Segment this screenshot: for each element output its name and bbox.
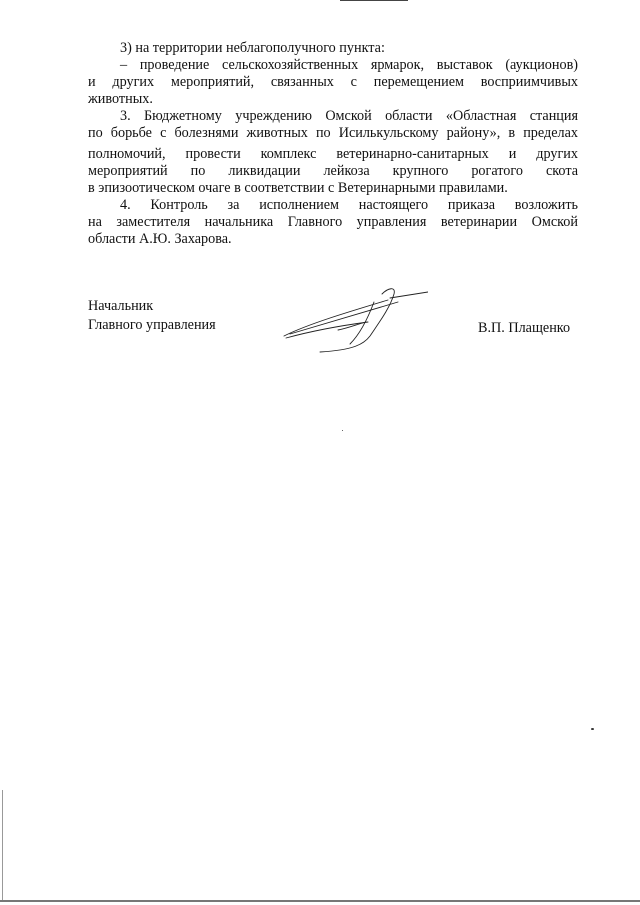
signatory-title-line-2: Главного управления <box>88 317 216 333</box>
line-item-3-cont: и других мероприятий, связанных с перемещением восприимчивых <box>88 74 578 90</box>
signatory-name: В.П. Плащенко <box>478 320 571 336</box>
scan-speck <box>342 430 343 431</box>
scan-speck <box>591 728 594 730</box>
paragraph-3-line-5: в эпизоотическом очаге в соответствии с Ветеринарными правилами. <box>88 180 508 196</box>
paragraph-4-line-3: области А.Ю. Захарова. <box>88 231 232 247</box>
paragraph-4-line-1: 4. Контроль за исполнением настоящего приказа возложить <box>120 197 578 213</box>
paragraph-3-line-2: по борьбе с болезнями животных по Исилькульскому району», в пределах <box>88 125 578 141</box>
scan-edge-left <box>2 790 3 900</box>
signatory-title-line-1: Начальник <box>88 298 154 314</box>
paragraph-3-line-4: мероприятий по ликвидации лейкоза крупного рогатого скота <box>88 163 578 179</box>
paragraph-3-line-1: 3. Бюджетному учреждению Омской области «Областная станция <box>120 108 578 124</box>
line-item-3-end: животных. <box>88 91 153 107</box>
scan-edge-bottom <box>0 900 640 902</box>
handwritten-signature <box>278 284 428 356</box>
scan-edge-top <box>340 0 408 1</box>
paragraph-3-line-3: полномочий, провести комплекс ветеринарно-санитарных и других <box>88 146 578 162</box>
line-item-3-heading: 3) на территории неблагополучного пункта: <box>120 40 385 56</box>
paragraph-4-line-2: на заместителя начальника Главного управления ветеринарии Омской <box>88 214 578 230</box>
line-item-3-dash: – проведение сельскохозяйственных ярмарок, выставок (аукционов) <box>120 57 578 73</box>
